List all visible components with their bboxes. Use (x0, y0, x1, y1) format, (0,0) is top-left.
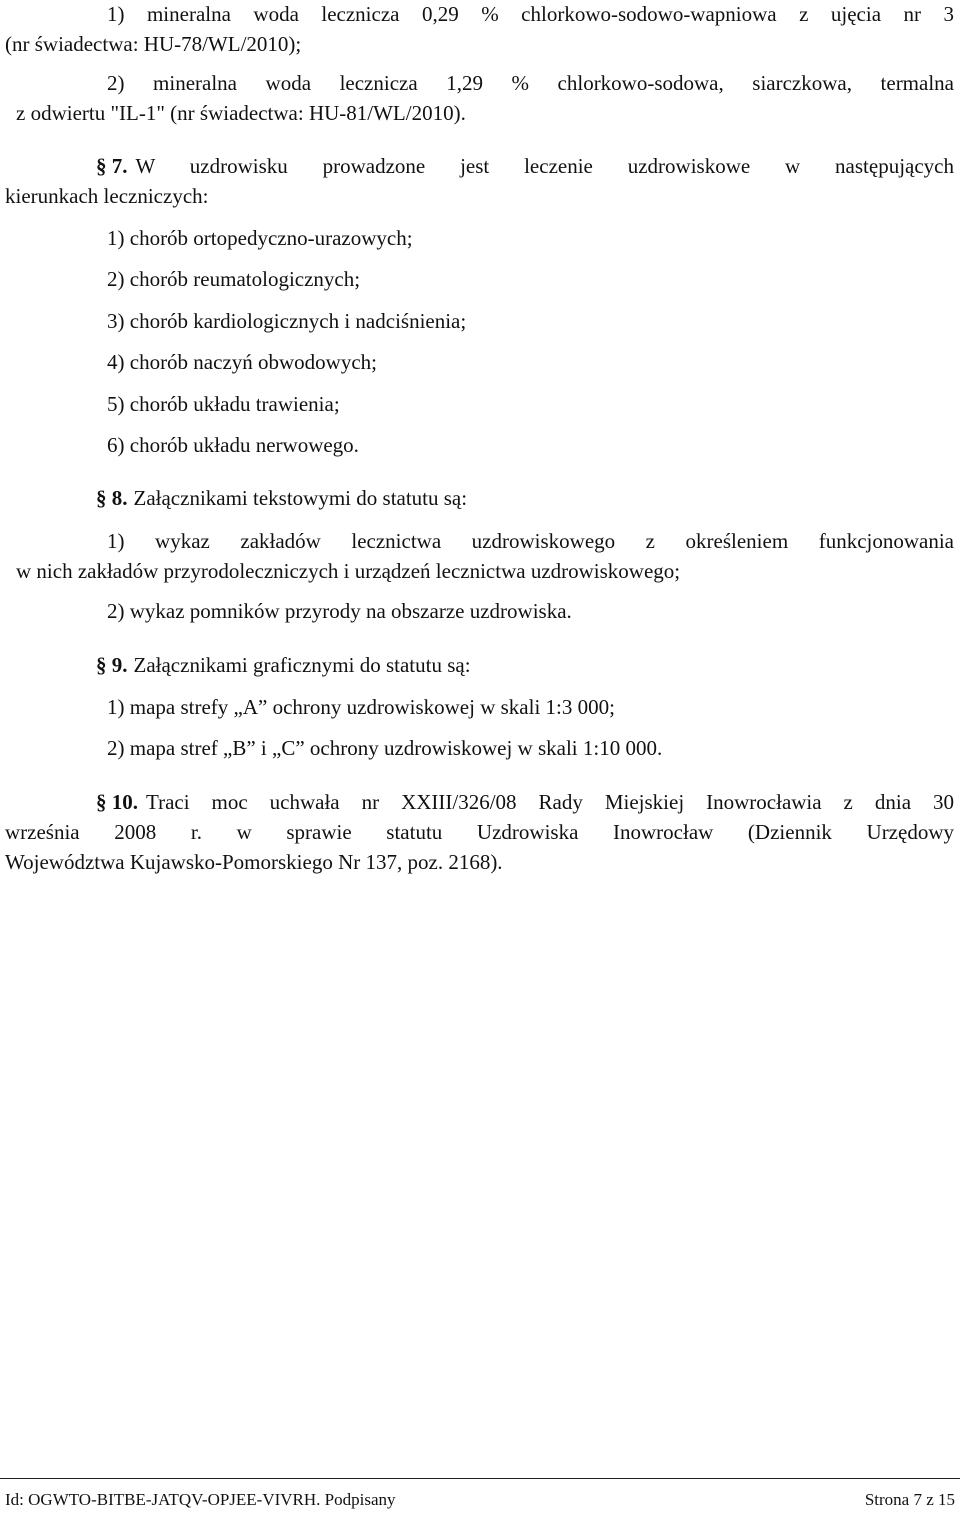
section-9-text: Załącznikami graficznymi do statutu są: (133, 653, 471, 677)
footer-document-id: Id: OGWTO-BITBE-JATQV-OPJEE-VIVRH. Podpisany (5, 1490, 396, 1509)
para-1-line-2: (nr świadectwa: HU-78/WL/2010); (5, 32, 302, 56)
section-7-item-2: 2) chorób reumatologicznych; (107, 267, 361, 291)
section-7-item-3: 3) chorób kardiologicznych i nadciśnienia; (107, 309, 467, 333)
footer-page-number: Strona 7 z 15 (864, 1490, 955, 1509)
section-9-mark: § 9. (96, 653, 128, 677)
section-9-item-2: 2) mapa stref „B” i „C” ochrony uzdrowiskowej w skali 1:10 000. (107, 736, 663, 760)
section-7-item-6: 6) chorób układu nerwowego. (107, 433, 359, 457)
section-8-heading (96, 486, 467, 510)
section-10-line-2: września 2008 r. w sprawie statutu Uzdrowiska Inowrocław (Dziennik Urzędowy (5, 820, 954, 844)
section-9-heading (96, 653, 471, 677)
section-7-line-1: W uzdrowisku prowadzone jest leczenie uzdrowiskowe w następujących (135, 154, 954, 178)
section-10-heading (96, 790, 954, 814)
section-7-item-1: 1) chorób ortopedyczno-urazowych; (107, 226, 413, 250)
section-7-item-4: 4) chorób naczyń obwodowych; (107, 350, 378, 374)
section-8-text: Załącznikami tekstowymi do statutu są: (133, 486, 468, 510)
section-10-line-1: Traci moc uchwała nr XXIII/326/08 Rady Miejskiej Inowrocławia z dnia 30 (146, 790, 954, 814)
section-9-item-1: 1) mapa strefy „A” ochrony uzdrowiskowej w skali 1:3 000; (107, 695, 615, 719)
section-7-line-2: kierunkach leczniczych: (5, 184, 209, 208)
section-8-mark: § 8. (96, 486, 128, 510)
para-1-line-1: 1) mineralna woda lecznicza 0,29 % chlorkowo-sodowo-wapniowa z ujęcia nr 3 (107, 2, 954, 26)
section-8-item-1-line-2: w nich zakładów przyrodoleczniczych i urządzeń lecznictwa uzdrowiskowego; (16, 559, 681, 583)
section-8-item-1-line-1: 1) wykaz zakładów lecznictwa uzdrowiskowego z określeniem funkcjonowania (107, 529, 954, 553)
para-2-line-1: 2) mineralna woda lecznicza 1,29 % chlorkowo-sodowa, siarczkowa, termalna (107, 71, 954, 95)
section-10-line-3: Województwa Kujawsko-Pomorskiego Nr 137, poz. 2168). (5, 850, 503, 874)
section-10-mark: § 10. (96, 790, 138, 814)
section-7-heading (96, 154, 954, 178)
section-7-item-5: 5) chorób układu trawienia; (107, 392, 340, 416)
section-8-item-2: 2) wykaz pomników przyrody na obszarze uzdrowiska. (107, 599, 572, 623)
para-2-line-2: z odwiertu "IL-1" (nr świadectwa: HU-81/WL/2010). (16, 101, 466, 125)
section-7-mark: § 7. (96, 154, 128, 178)
footer-divider (0, 1478, 960, 1479)
